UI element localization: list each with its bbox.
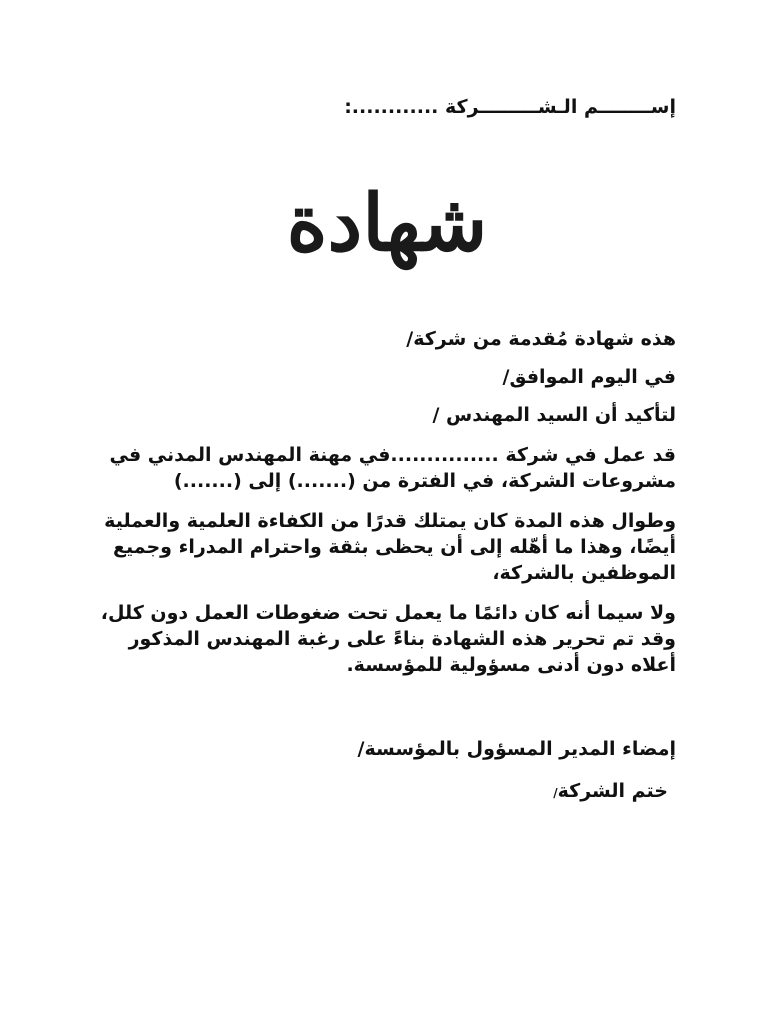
- competence-paragraph: وطوال هذه المدة كان يمتلك قدرًا من الكفاءة العلمية والعملية أيضًا، وهذا ما أهّله إلى أن يحظى بثقة واحترام المدراء وجميع الموظفين بالشركة،: [104, 510, 676, 584]
- certificate-calligraphy-logo: [286, 150, 488, 274]
- stamp-label: ختم الشركة: [557, 780, 668, 802]
- logo-text: شهادة: [286, 178, 488, 269]
- signature-line: إمضاء المدير المسؤول بالمؤسسة/: [357, 738, 676, 760]
- company-line: هذه شهادة مُقدمة من شركة/: [406, 328, 676, 350]
- closing-paragraph: ولا سيما أنه كان دائمًا ما يعمل تحت ضغوطات العمل دون كلل، وقد تم تحرير هذه الشهادة بناءً على رغبة المهندس المذكور أعلاه دون أدنى مسؤولية للمؤسسة.: [100, 602, 676, 676]
- employment-paragraph: قد عمل في شركة ...............في مهنة المهندس المدني في مشروعات الشركة، في الفترة من (.......) إلى (.......): [109, 444, 676, 492]
- company-stamp-line: [96, 778, 676, 806]
- company-name-heading: إســــــــم الـشـــــــــركة ............:: [344, 96, 676, 118]
- date-line: في اليوم الموافق/: [502, 366, 676, 388]
- stamp-slash: /: [553, 786, 558, 800]
- engineer-line: لتأكيد أن السيد المهندس /: [432, 404, 676, 426]
- certificate-body: [96, 322, 676, 806]
